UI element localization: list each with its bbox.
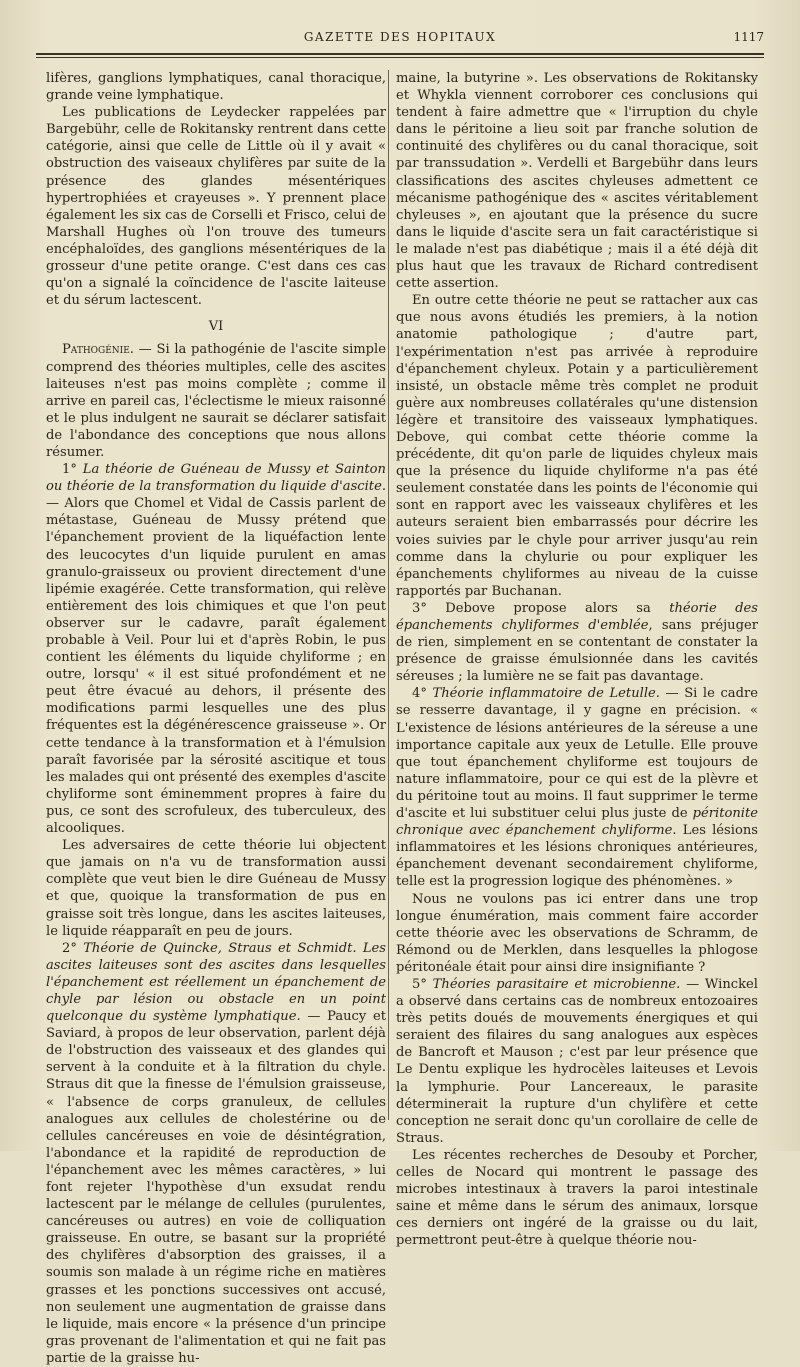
- page-number: 1117: [733, 30, 764, 44]
- item-number: 2°: [62, 940, 84, 956]
- left-column: [46, 70, 386, 1367]
- theory-title: théorie des épanchements chyliformes d'emblée: [396, 600, 758, 633]
- theory-title: Théorie de Quincke, Straus et Schmidt. Les ascites laiteuses sont des ascites dans lesquelles l'épanchement est réellement un épanchement de chyle par lésion ou obstacle en un point quelconque du système lymphatique.: [46, 940, 386, 1025]
- header-rule: [36, 53, 764, 58]
- paragraph-label: Pathogénie.: [62, 342, 134, 358]
- paragraph-text: — Paucy et Saviard, à propos de leur observation, parlent déjà de l'obstruction des vaisseaux et des glandes qui servent à la conduite et à la filtration du chyle. Straus dit que la finesse de l'émulsion graisseuse, « l'absence de corps granuleux, de cellules analogues aux cellules de cholestérine ou de cellules cancéreuses en voie de désintégration, l'abondance et la rapidité de reproduction de l'épanchement avec les mêmes caractères, » lui font rejeter l'hypothèse d'un exsudat rendu lactescent par le mélange de cellules (purulentes, cancéreuses ou autres) en voie de colliquation graisseuse. En outre, se basant sur la propriété des chylifères d'absorption des graisses, il a soumis son malade à un régime riche en matières grasses et les ponctions successives ont accusé, non seulement une augmentation de graisse dans le liquide, mais encore « la présence d'un principe gras provenant de l'alimentation et qui ne fait pas partie de la graisse hu-: [46, 1009, 386, 1366]
- paragraph: [396, 600, 758, 685]
- paragraph: maine, la butyrine ». Les observations de Rokitansky et Whykla viennent corroborer ces conclusions qui tendent à faire admettre que « l'irruption du chyle dans le péritoine a lieu soit par franche solution de continuité des chylifères ou du canal thoracique, soit par transsudation ». Verdelli et Bargebühr dans leurs classifications des ascites chyleuses admettent ce mécanisme pathogénique des « ascites véritablement chyleuses », en ajoutant que la présence du sucre dans le liquide d'ascite sera un fait caractéristique si le malade n'est pas diabétique ; mais il a été déjà dit plus haut que les travaux de Richard contredisent cette assertion.: [396, 71, 758, 292]
- item-number: 3° Debove propose alors sa: [412, 600, 670, 616]
- section-number: VI: [208, 319, 224, 335]
- paragraph: [46, 461, 386, 837]
- paragraph-text: — Alors que Chomel et Vidal de Cassis parlent de métastase, Guéneau de Mussy prétend que l'épanchement provient de la liquéfaction lente des leucocytes d'un liquide purulent en amas granulo-graisseux ou provient directement d'une lipémie exagérée. Cette transformation, qui relève entièrement des lois chimiques et que l'on peut observer sur le cadavre, paraît également probable à Veil. Pour lui et d'après Robin, le pus contient les éléments du liquide chyliforme ; en outre, lorsqu' « il est situé profondément et ne peut être évacué au dehors, il présente des modifications parmi lesquelles une des plus fréquentes est la dégénérescence graisseuse ». Or cette tendance à la transformation et à l'émulsion paraît favorisée par la sérosité ascitique et tous les malades qui ont présenté des exemples d'ascite chyliforme sont éminemment propres à faire du pus, ce sont des scrofuleux, des tuberculeux, des alcooliques.: [46, 496, 386, 837]
- running-title: GAZETTE DES HOPITAUX: [303, 30, 497, 44]
- paragraph: [396, 685, 758, 890]
- item-number: 1°: [62, 462, 83, 478]
- paragraph: Les publications de Leydecker rappelées par Bargebühr, celle de Rokitansky rentrent dans cette catégorie, ainsi que celle de Little où il y avait « obstruction des vaiseaux chylifères par suite de la présence des glandes mésentériques hypertrophiées et crayeuses ». Y prennent place également les six cas de Corselli et Frisco, celui de Marshall Hughes où l'on trouve des tumeurs encéphaloïdes, des ganglions mésentériques de la grosseur d'une petite orange. C'est dans ces cas qu'on a signalé la coïncidence de l'ascite laiteuse et du sérum lactescent.: [46, 105, 386, 309]
- paragraph: Les récentes recherches de Desouby et Porcher, celles de Nocard qui montrent le passage des microbes intestinaux à travers la paroi intestinale saine et même dans le sérum des animaux, lorsque ces derniers ont ingéré de la graisse ou du lait, permettront peut-être à quelque théorie nou-: [396, 1147, 758, 1249]
- right-column: [396, 70, 758, 1249]
- paragraph-text: — Winckel a observé dans certains cas de nombreux entozoaires très petits doués de mouvements énergiques et qui seraient des filaires du sang analogues aux espèces de Bancroft et Mauson ; c'est par leur présence que Le Dentu explique les hydrocèles laiteuses et Levois la lymphurie. Pour Lancereaux, le parasite déterminerait la rupture d'un chylifère et cette conception ne serait donc qu'un corollaire de celle de Straus.: [396, 976, 758, 1146]
- paragraph-text: , sans préjuger de rien, simplement en se contentant de constater la présence de graisse émulsionnée dans les cavités séreuses ; la lumière ne se fait pas davantage.: [396, 618, 758, 685]
- paragraph: Nous ne voulons pas ici entrer dans une trop longue énumération, mais comment faire accorder cette théorie avec les observations de Schramm, de Rémond ou de Merklen, dans lesquelles la phlogose péritonéale était pour ainsi dire insignifiante ?: [396, 891, 758, 975]
- paragraph-text: — Si la pathogénie de l'ascite simple comprend des théories multiples, celle des ascites laiteuses n'est pas moins complète ; comme il arrive en pareil cas, l'éclectisme le mieux raisonné et le plus indulgent ne saurait se déclarer satisfait de l'abondance des conceptions que nous allons résumer.: [46, 342, 386, 460]
- column-divider: [388, 70, 389, 1120]
- paragraph: En outre cette théorie ne peut se rattacher aux cas que nous avons étudiés les premiers, à la notion anatomie pathologique ; d'autre part, l'expérimentation n'est pas arrivée à reproduire d'épanchement chyleux. Potain y a particulièrement insisté, un obstacle même très complet ne produit guère aux nombreuses collatérales qu'une distension légère et transitoire des vaisseaux lymphatiques. Debove, qui combat cette théorie comme la précédente, dit qu'on parle de liquides chyleux mais que la présence du liquide chyliforme n'a pas été seulement constatée dans les points de l'économie qui sont en rapport avec les vaisseaux chylifères et les auteurs seraient bien embarrassés pour décrire les voies suivies par le chyle pour arriver jusqu'au rein comme dans la chylurie ou pour expliquer les épanchements chyliformes au niveau de la cuisse rapportés par Buchanan.: [396, 293, 758, 599]
- emphasis-text: péritonite chronique avec épanchement chyliforme: [396, 806, 758, 839]
- item-number: 4°: [412, 686, 433, 702]
- paragraph: lifères, ganglions lymphatiques, canal thoracique, grande veine lymphatique.: [46, 71, 386, 104]
- theory-title: Théories parasitaire et microbienne.: [432, 976, 681, 992]
- paragraph-text: — Si le cadre se resserre davantage, il y gagne en précision. « L'existence de lésions antérieures de la séreuse a une importance capitale aux yeux de Letulle. Elle prouve que tout épanchement chyliforme est toujours de nature inflammatoire, pour ce qui est de la plèvre et du péritoine tout au moins. Il faut supprimer le terme d'ascite et lui substituer celui plus juste de: [396, 686, 758, 822]
- paragraph: [396, 976, 758, 1147]
- paragraph: [46, 940, 386, 1367]
- theory-title: La théorie de Guéneau de Mussy et Sainton ou théorie de la transformation du liquide d'ascite.: [46, 462, 386, 495]
- item-number: 5°: [412, 976, 433, 992]
- paragraph: [46, 341, 386, 461]
- paragraph: Les adversaires de cette théorie lui objectent que jamais on n'a vu de transformation aussi complète que veut bien le dire Guéneau de Mussy et que, quoique la transformation de pus en graisse soit très longue, dans les ascites laiteuses, le liquide réapparaît en peu de jours.: [46, 838, 386, 939]
- page-header: [36, 30, 764, 50]
- theory-title: Théorie inflammatoire de Letulle.: [432, 686, 660, 702]
- paragraph-text: . Les lésions inflammatoires et les lésions chroniques antérieures, épanchement devenant secondairement chyliforme, telle est la progression logique des phénomènes. »: [396, 823, 758, 890]
